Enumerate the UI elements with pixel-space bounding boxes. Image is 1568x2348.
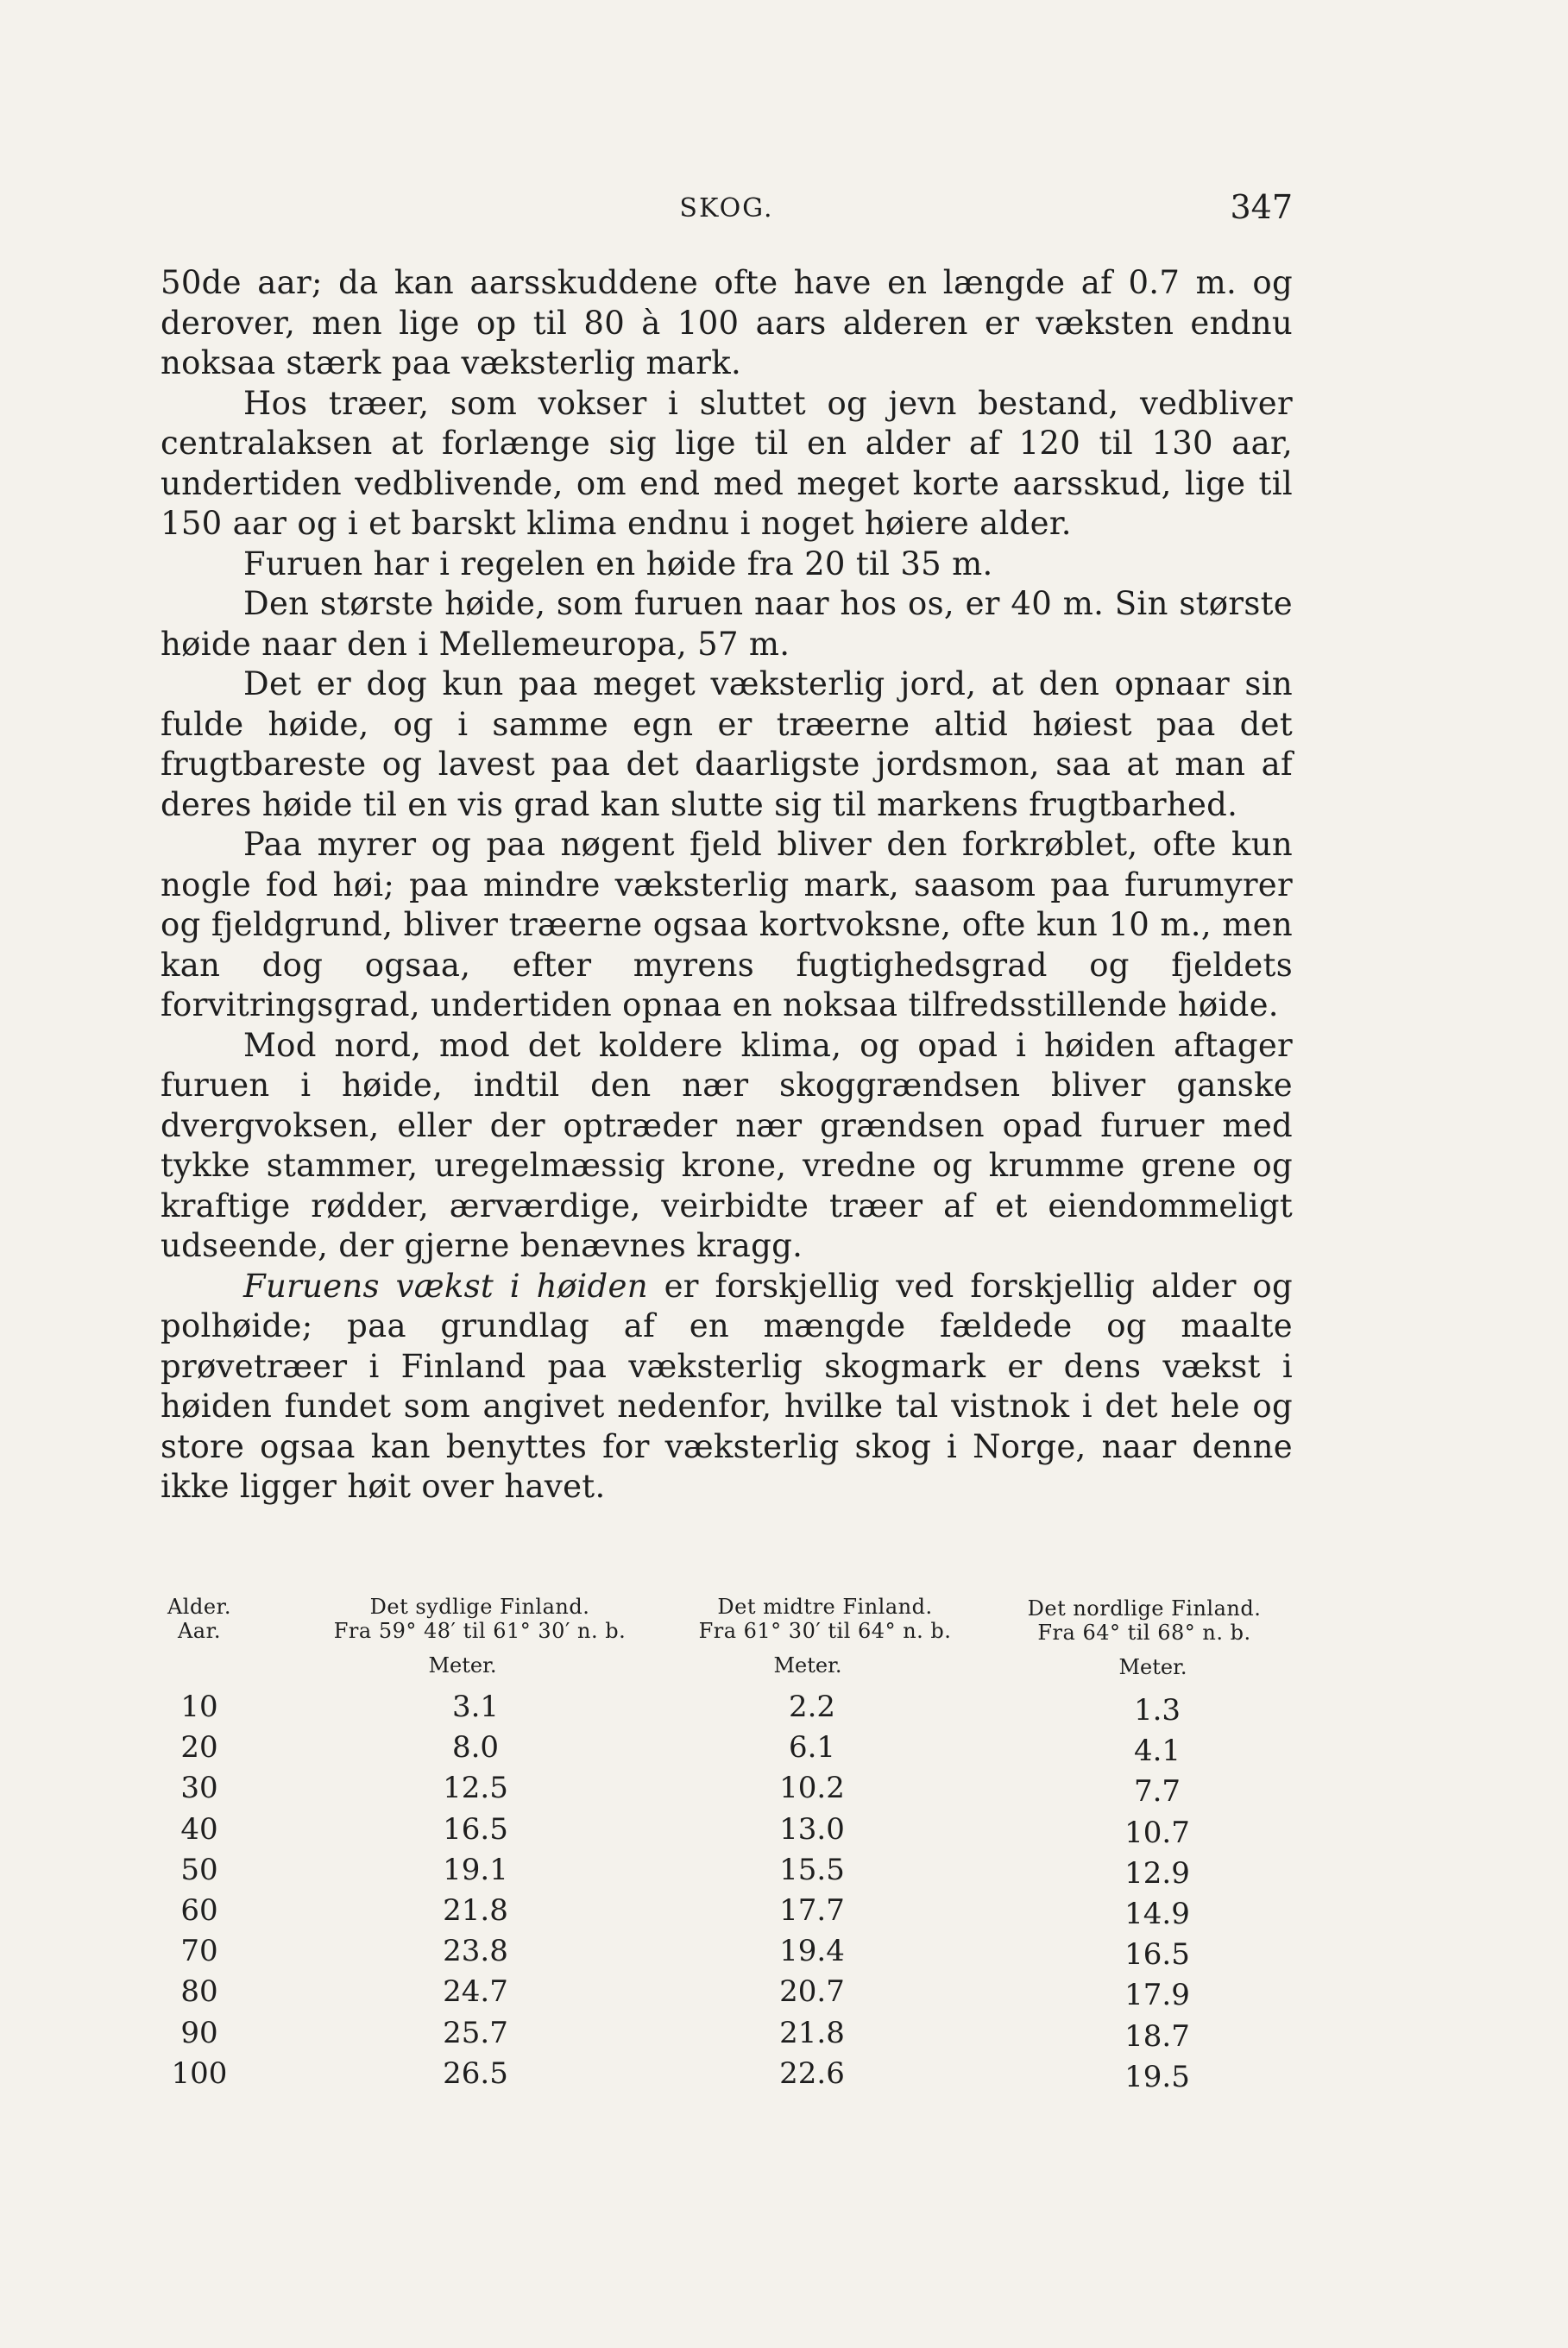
middle-cell: 10.2 — [779, 1771, 845, 1806]
age-cell: 10 — [180, 1690, 218, 1724]
age-cell: 20 — [180, 1730, 218, 1766]
north-unit: Meter. — [1118, 1655, 1187, 1679]
running-head: SKOG. — [679, 193, 774, 223]
middle-header-line1: Det midtre Finland. — [717, 1595, 933, 1619]
north-cell: 1.3 — [1133, 1693, 1181, 1728]
age-cell: 100 — [171, 2055, 228, 2091]
north-header-line1: Det nordlige Finland. — [1027, 1596, 1262, 1621]
middle-cell: 21.8 — [779, 2015, 845, 2050]
age-cell: 80 — [180, 1974, 218, 2010]
south-cell: 12.5 — [443, 1771, 508, 1806]
age-cell: 60 — [180, 1892, 218, 1928]
south-cell: 16.5 — [443, 1811, 508, 1847]
middle-column-header — [661, 1595, 989, 1643]
age-cell: 70 — [180, 1934, 218, 1969]
age-cell: 40 — [180, 1811, 218, 1847]
paragraph: Den største høide, som furuen naar hos os, er 40 m. Sin største høide naar den i Mellemeuropa, 57 m. — [161, 585, 1293, 663]
middle-cell: 15.5 — [779, 1852, 845, 1887]
page-number: 347 — [1230, 188, 1293, 226]
age-cell: 50 — [180, 1852, 218, 1887]
paragraph: Mod nord, mod det koldere klima, og opad i høiden aftager furuen i høide, indtil den nær skoggrændsen bliver ganske dvergvoksen, eller der optræder nær grændsen opad furuer med tykke stammer, uregelmæssig krone, vredne og krumme grene og kraftige rødder, ærværdige, veirbidte træer af et eiendommeligt udseende, der gjerne benævnes kragg. — [161, 1026, 1293, 1264]
age-cell: 90 — [180, 2015, 218, 2050]
middle-header-line2: Fra 61° 30′ til 64° n. b. — [698, 1619, 952, 1643]
south-cell: 23.8 — [443, 1934, 508, 1969]
paragraph: Paa myrer og paa nøgent fjeld bliver den forkrøblet, ofte kun nogle fod høi; paa mindre væksterlig mark, saasom paa furumyrer og fjeldgrund, bliver træerne ogsaa kortvoksne, ofte kun 10 m., men kan dog ogsaa, efter myrens fugtighedsgrad og fjeldets forvitringsgrad, undertiden opnaa en noksaa tilfredsstillende høide. — [161, 826, 1293, 1023]
south-unit: Meter. — [428, 1653, 497, 1678]
height-table — [161, 1595, 1293, 2112]
paragraph: 50de aar; da kan aarsskuddene ofte have en længde af 0.7 m. og derover, men lige op til 80 à 100 aars alderen er væksten endnu noksaa stærk paa væksterlig mark. — [161, 264, 1293, 381]
page-header — [161, 188, 1293, 231]
north-cell: 14.9 — [1124, 1896, 1190, 1931]
age-cell: 30 — [180, 1771, 218, 1806]
middle-cell: 17.7 — [779, 1892, 845, 1928]
middle-unit: Meter. — [773, 1653, 842, 1678]
middle-cell: 22.6 — [779, 2055, 845, 2091]
middle-cell: 20.7 — [779, 1974, 845, 2010]
north-cell: 4.1 — [1133, 1734, 1181, 1769]
south-column-header — [290, 1595, 670, 1643]
south-cell: 25.7 — [443, 2015, 508, 2050]
age-column — [161, 1687, 238, 2094]
south-cell: 8.0 — [451, 1730, 500, 1766]
paragraph-growth — [161, 1267, 1293, 1508]
middle-cell: 13.0 — [779, 1811, 845, 1847]
south-header-line2: Fra 59° 48′ til 61° 30′ n. b. — [333, 1619, 627, 1643]
north-cell: 10.7 — [1124, 1815, 1190, 1850]
italic-lead: Furuens vækst i høiden — [243, 1267, 648, 1305]
south-header-line1: Det sydlige Finland. — [369, 1595, 590, 1619]
paragraph: Hos træer, som vokser i sluttet og jevn bestand, vedbliver centralaksen at forlænge sig lige til en alder af 120 til 130 aar, undertiden vedblivende, om end med meget korte aarsskud, lige til 150 aar og i et barskt klima endnu i noget høiere alder. — [161, 384, 1293, 542]
south-cell: 3.1 — [451, 1690, 500, 1724]
north-cell: 18.7 — [1124, 2018, 1190, 2054]
age-header-line1: Alder. — [167, 1595, 232, 1619]
north-cell: 16.5 — [1124, 1937, 1190, 1973]
paragraph-rest: er forskjellig ved forskjellig alder og polhøide; paa grundlag af en mængde fældede og maalte prøvetræer i Finland paa væksterlig skogmark er dens vækst i høiden fundet som angivet nedenfor, hvilke tal vistnok i det hele og store ogsaa kan benyttes for væksterlig skog i Norge, naar denne ikke ligger høit over havet. — [161, 1267, 1293, 1505]
south-cell: 26.5 — [443, 2055, 508, 2091]
south-cell: 21.8 — [443, 1892, 508, 1928]
paragraph: Det er dog kun paa meget væksterlig jord, at den opnaar sin fulde høide, og i samme egn er træerne altid høiest paa det frugtbareste og lavest paa det daarligste jordsmon, saa at man af deres høide til en vis grad kan slutte sig til markens frugtbarhed. — [161, 665, 1293, 823]
middle-column — [747, 1687, 877, 2094]
south-column — [411, 1687, 540, 2094]
north-header-line2: Fra 64° til 68° n. b. — [1037, 1621, 1251, 1645]
body-text — [161, 263, 1293, 1508]
middle-cell: 2.2 — [788, 1690, 836, 1724]
north-cell: 12.9 — [1124, 1855, 1190, 1891]
age-header-line2: Aar. — [177, 1619, 222, 1643]
north-column-header — [998, 1596, 1291, 1645]
south-cell: 24.7 — [443, 1974, 508, 2010]
north-cell: 7.7 — [1133, 1774, 1181, 1810]
south-cell: 19.1 — [443, 1852, 508, 1887]
north-cell: 19.5 — [1124, 2059, 1190, 2094]
middle-cell: 19.4 — [779, 1934, 845, 1969]
middle-cell: 6.1 — [788, 1730, 836, 1766]
age-column-header — [161, 1595, 238, 1643]
north-column — [1093, 1690, 1222, 2098]
north-cell: 17.9 — [1124, 1978, 1190, 2013]
paragraph: Furuen har i regelen en høide fra 20 til 35 m. — [243, 545, 993, 582]
